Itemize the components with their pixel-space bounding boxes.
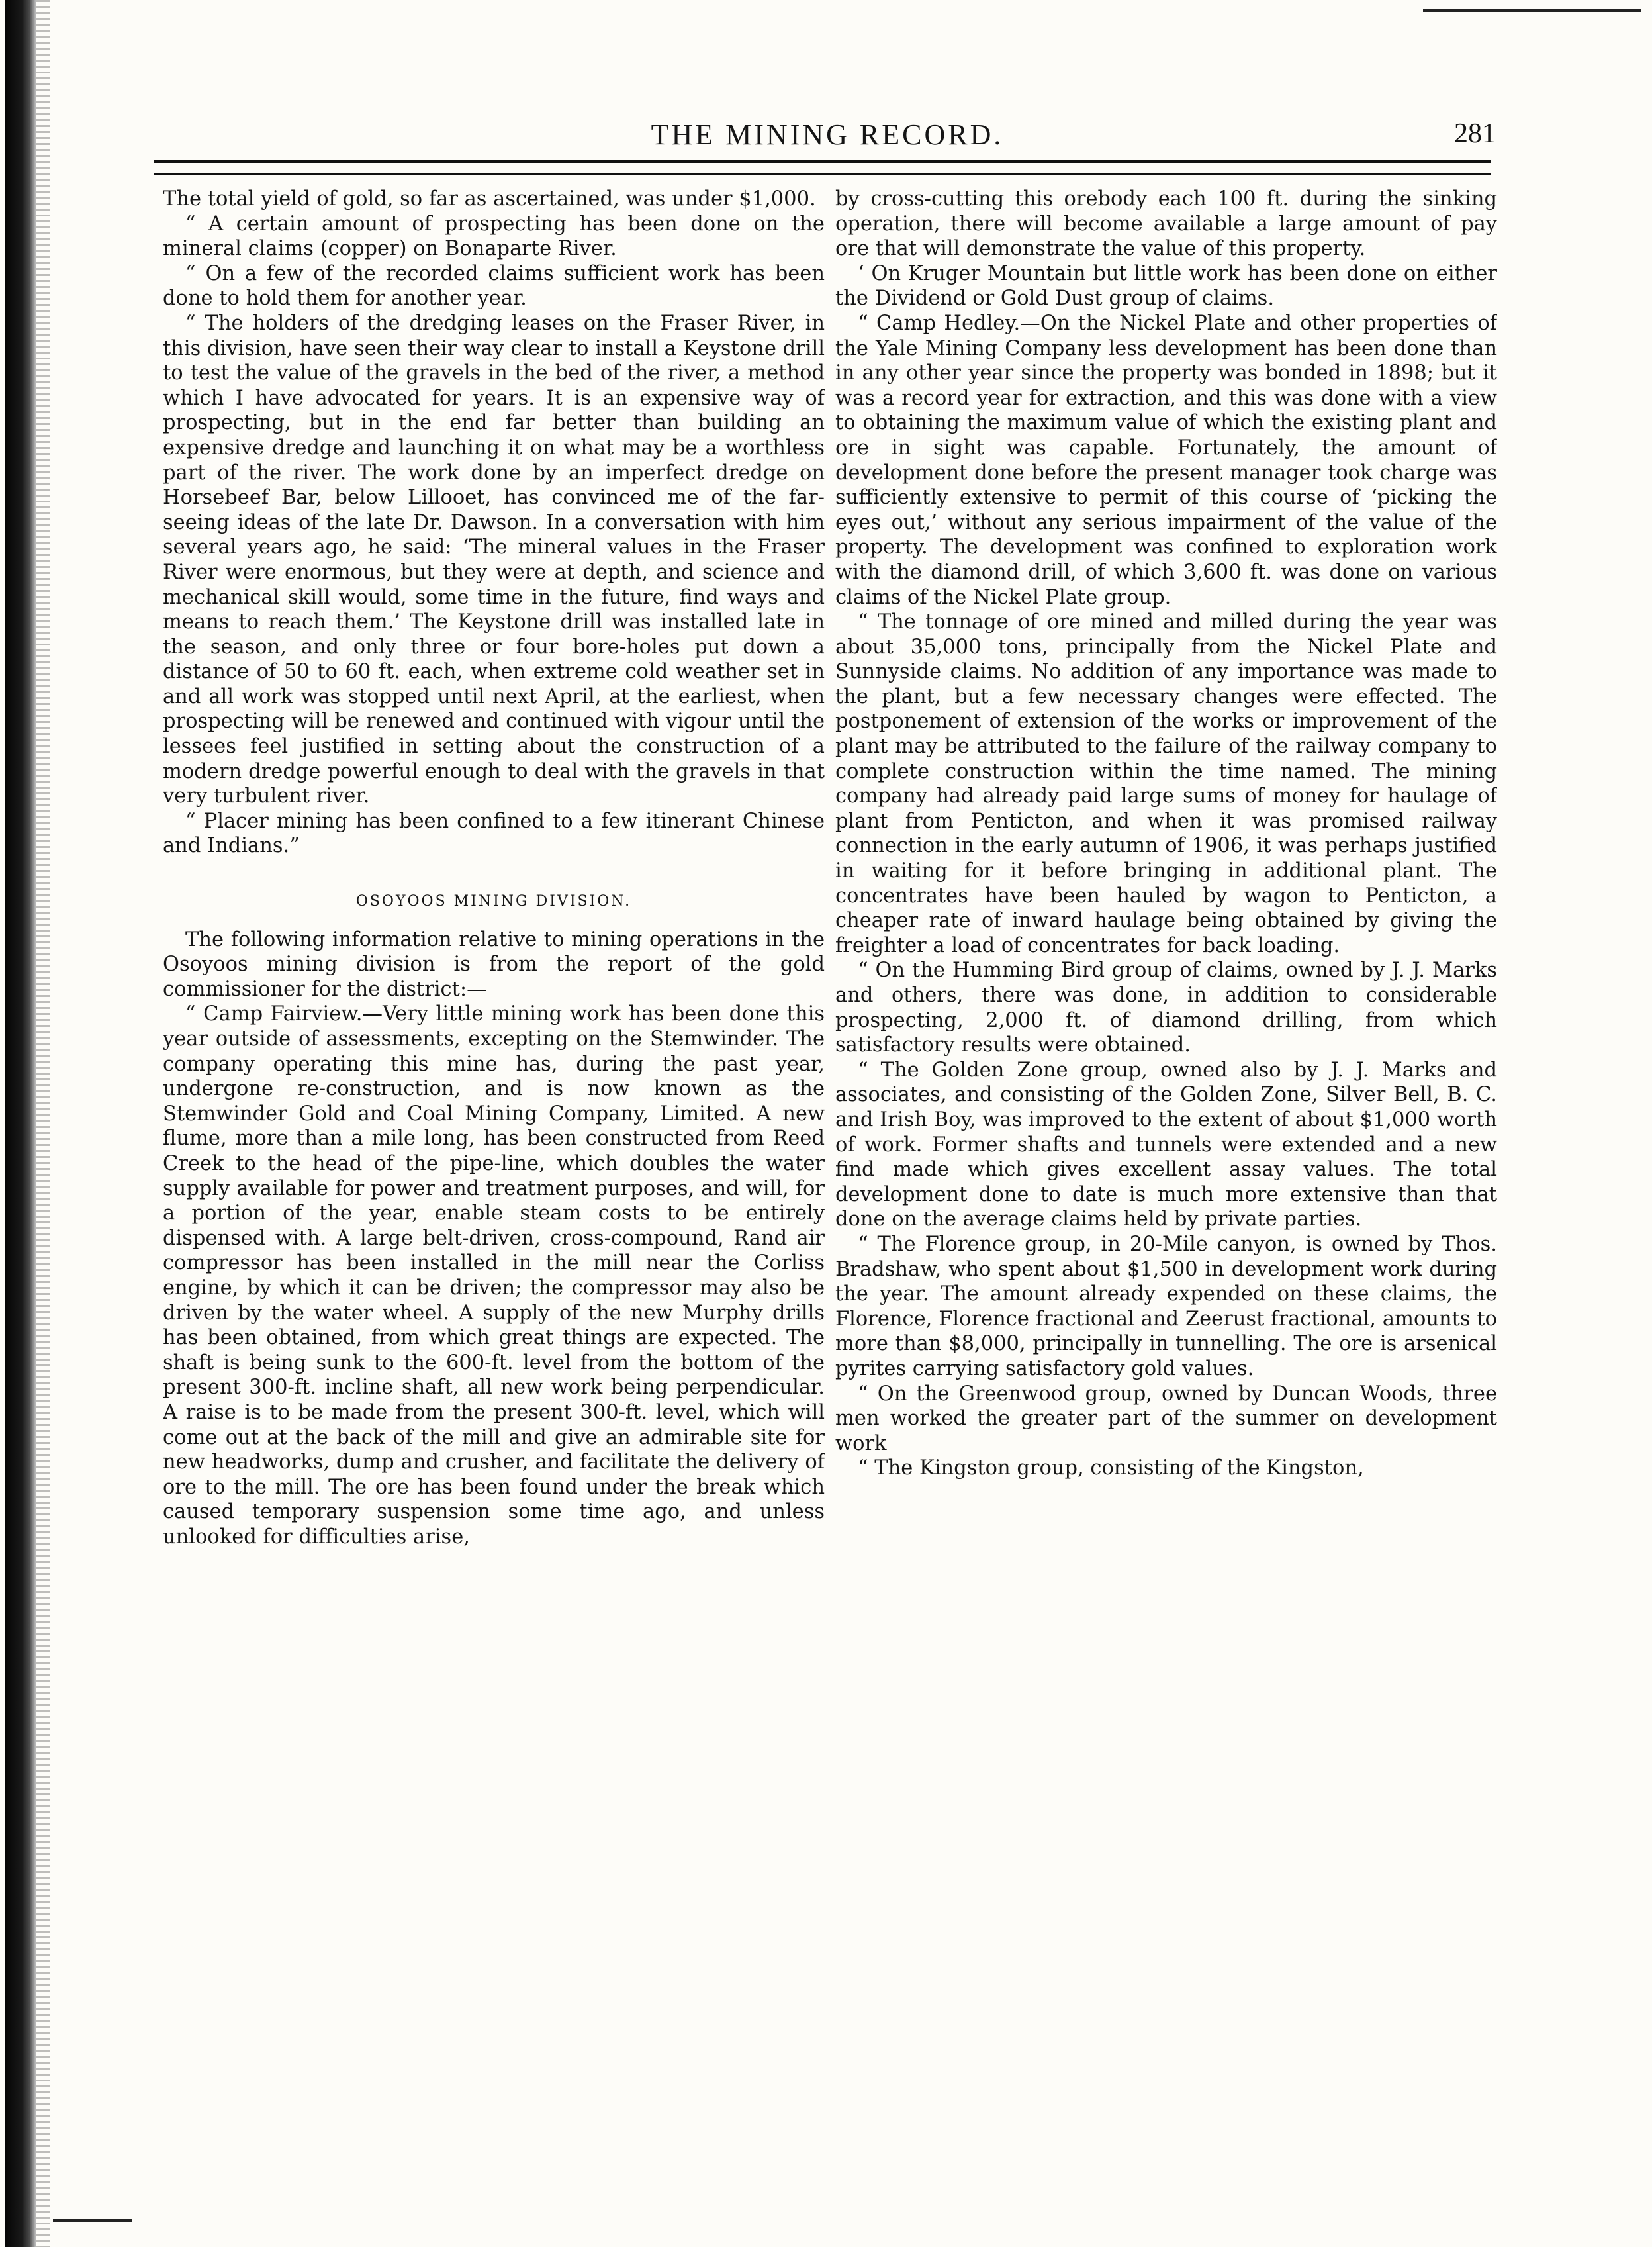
paragraph: “ Placer mining has been confined to a few itinerant Chinese and Indians.” [163, 809, 825, 858]
paragraph: “ A certain amount of prospecting has been done on the mineral claims (copper) on Bonaparte River. [163, 212, 825, 261]
running-head [159, 118, 1496, 158]
paragraph: by cross-cutting this orebody each 100 ft. during the sinking operation, there will become available a large amount of pay ore that will demonstrate the value of this property. [835, 187, 1497, 261]
right-column [835, 187, 1497, 2206]
corner-rule-bottom [53, 2219, 132, 2222]
paragraph: “ On the Humming Bird group of claims, owned by J. J. Marks and others, there was done, in addition to considerable prospecting, 2,000 ft. of diamond drilling, from which satisfactory results were obtained. [835, 959, 1497, 1057]
page-number: 281 [1454, 119, 1496, 149]
paragraph: “ The Kingston group, consisting of the Kingston, [858, 1457, 1364, 1480]
section-heading: OSOYOOS MINING DIVISION. [355, 893, 632, 910]
corner-rule-top [1423, 9, 1641, 12]
paragraph: The following information relative to mining operations in the Osoyoos mining division is from the report of the gold commissioner for the district:— [163, 928, 825, 1001]
paragraph: “ Camp Fairview.—Very little mining work has been done this year outside of assessments, excepting on the Stemwinder. The company operating this mine has, during the past year, undergone re-construction, and is now known as the Stemwinder Gold and Coal Mining Company, Limited. A new flume, more than a mile long, has been constructed from Reed Creek to the head of the pipe-line, which doubles the water supply available for power and treatment purposes, and will, for a portion of the year, enable steam costs to be entirely dispensed with. A large belt-driven, cross-compound, Rand air compressor has been installed in the mill near the Corliss engine, by which it can be driven; the compressor may also be driven by the water wheel. A supply of the new Murphy drills has been obtained, from which great things are expected. The shaft is being sunk to the 600-ft. level from the bottom of the present 300-ft. incline shaft, all new work being perpendicular. A raise is to be made from the present 300-ft. level, which will come out at the back of the mill and give an admirable site for new headworks, dump and crusher, and facilitate the delivery of ore to the mill. The ore has been found under the break which caused temporary suspension some time ago, and unless unlooked for difficulties arise, [163, 1002, 825, 1549]
paragraph: ‘ On Kruger Mountain but little work has been done on either the Dividend or Gold Dust group of claims. [835, 262, 1497, 311]
paragraph: The total yield of gold, so far as ascertained, was under $1,000. [163, 187, 816, 211]
journal-title: THE MINING RECORD. [651, 119, 1004, 151]
paragraph: “ On a few of the recorded claims sufficient work has been done to hold them for another year. [163, 262, 825, 311]
left-column [163, 187, 825, 2206]
paragraph: “ The tonnage of ore mined and milled during the year was about 35,000 tons, principally from the Nickel Plate and Sunnyside claims. No addition of any importance was made to the plant, but a few necessary changes were effected. The postponement of extension of the works or improvement of the plant may be attributed to the failure of the railway company to complete construction within the time named. The mining company had already paid large sums of money for haulage of plant from Penticton, and when it was promised railway connection in the early autumn of 1906, it was perhaps justified in waiting for it before bringing in additional plant. The concentrates have been hauled by wagon to Penticton, a cheaper rate of inward haulage being obtained by giving the freighter a load of concentrates for back loading. [835, 610, 1497, 957]
paragraph: “ The Golden Zone group, owned also by J. J. Marks and associates, and consisting of the Golden Zone, Silver Bell, B. C. and Irish Boy, was improved to the extent of about $1,000 worth of work. Former shafts and tunnels were extended and a new find made which gives excellent assay values. The total development done to date is much more extensive than that done on the average claims held by private parties. [835, 1058, 1497, 1231]
page-binding-edge [5, 0, 36, 2247]
header-rule [154, 160, 1491, 175]
paragraph: “ The holders of the dredging leases on the Fraser River, in this division, have seen their way clear to install a Keystone drill to test the value of the gravels in the bed of the river, a method which I have advocated for years. It is an expensive way of prospecting, but in the end far better than building an expensive dredge and launching it on what may be a worthless part of the river. The work done by an imperfect dredge on Horsebeef Bar, below Lillooet, has convinced me of the far-seeing ideas of the late Dr. Dawson. In a conversation with him several years ago, he said: ‘The mineral values in the Fraser River were enormous, but they were at depth, and science and mechanical skill would, some time in the future, find ways and means to reach them.’ The Keystone drill was installed late in the season, and only three or four bore-holes put down a distance of 50 to 60 ft. each, when extreme cold weather set in and all work was stopped until next April, at the earliest, when prospecting will be renewed and continued with vigour until the lessees feel justified in setting about the construction of a modern dredge powerful enough to deal with the gravels in that very turbulent river. [163, 311, 825, 808]
paragraph: “ On the Greenwood group, owned by Duncan Woods, three men worked the greater part of the summer on development work [835, 1382, 1497, 1455]
paragraph: “ The Florence group, in 20-Mile canyon, is owned by Thos. Bradshaw, who spent about $1,500 in development work during the year. The amount already expended on these claims, the Florence, Florence fractional and Zeerust fractional, amounts to more than $8,000, principally in tunnelling. The ore is arsenical pyrites carrying satisfactory gold values. [835, 1232, 1497, 1380]
paragraph: “ Camp Hedley.—On the Nickel Plate and other properties of the Yale Mining Company less development has been done than in any other year since the property was bonded in 1898; but it was a record year for extraction, and this was done with a view to obtaining the maximum value of which the existing plant and ore in sight was capable. Fortunately, the amount of development done before the present manager took charge was sufficiently extensive to permit of this course of ‘picking the eyes out,’ without any serious impairment of the value of the property. The development was confined to exploration work with the diamond drill, of which 3,600 ft. was done on various claims of the Nickel Plate group. [835, 311, 1497, 609]
